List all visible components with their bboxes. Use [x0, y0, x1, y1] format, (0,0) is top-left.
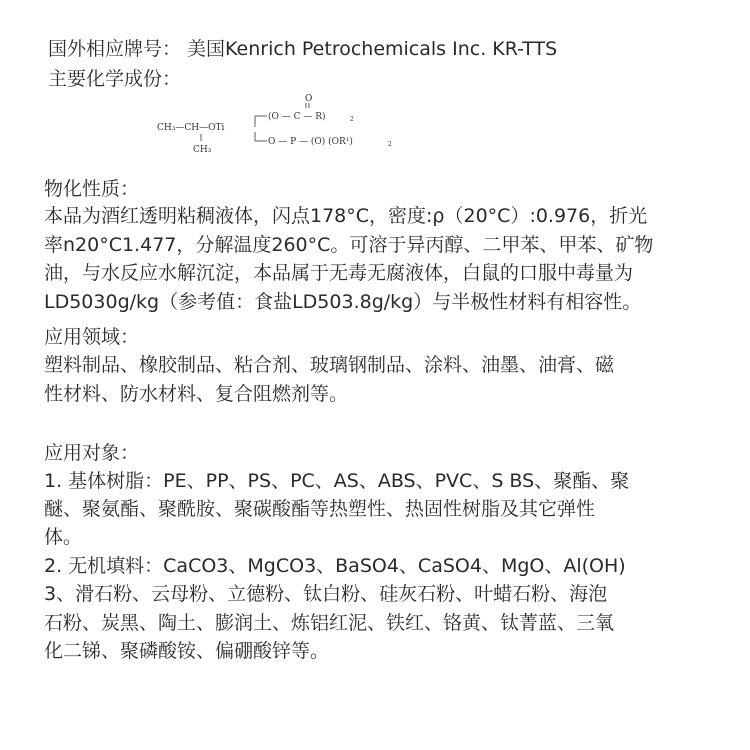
formula-upper-chain: (O — C — R) [268, 112, 326, 122]
objects-line: 1. 基体树脂：PE、PP、PS、PC、AS、ABS、PVC、S BS、聚酯、聚 [44, 470, 630, 492]
formula-upper-subscript: 2 [350, 116, 354, 123]
formula-lower-subscript: 2 [388, 141, 392, 148]
objects-line: 2. 无机填料：CaCO3、MgCO3、BaSO4、CaSO4、MgO、Al(OH) [44, 555, 626, 577]
properties-line: 本品为酒红透明粘稠液体，闪点178°C，密度:ρ（20°C）:0.976，折光 [44, 205, 648, 227]
properties-line: 率n20°C1.477，分解温度260°C。可溶于异丙醇、二甲苯、甲苯、矿物 [44, 234, 654, 256]
objects-line: 体。 [44, 526, 83, 548]
chemical-structure-formula [155, 92, 400, 158]
properties-label: 物化性质： [44, 178, 140, 200]
brand-line: 国外相应牌号： 美国Kenrich Petrochemicals Inc. KR-TTS [48, 38, 558, 60]
objects-label: 应用对象： [44, 442, 140, 464]
objects-line: 化二锑、聚磷酸铵、偏硼酸锌等。 [44, 640, 330, 662]
formula-branch-methyl: CH₃ [193, 145, 212, 155]
properties-line: 油，与水反应水解沉淀，本品属于无毒无腐液体，白鼠的口服中毒量为 [44, 262, 634, 284]
objects-line: 3、滑石粉、云母粉、立德粉、钛白粉、硅灰石粉、叶蜡石粉、海泡 [44, 583, 608, 605]
fields-label: 应用领域： [44, 326, 140, 348]
objects-line: 醚、聚氨酯、聚酰胺、聚碳酸酯等热塑性、热固性树脂及其它弹性 [44, 498, 596, 520]
formula-left-group: CH₃—CH—OTi [157, 123, 225, 133]
objects-line: 石粉、炭黑、陶土、膨润土、炼铝红泥、铁红、铬黄、钛菁蓝、三氧 [44, 612, 615, 634]
formula-carbonyl-o: O [305, 94, 313, 104]
structure-drawing [155, 92, 400, 158]
composition-label: 主要化学成份： [48, 68, 182, 90]
fields-line: 性材料、防水材料、复合阻燃剂等。 [44, 383, 349, 405]
formula-lower-chain: O — P — (O) (OR¹) [268, 137, 353, 147]
fields-line: 塑料制品、橡胶制品、粘合剂、玻璃钢制品、涂料、油墨、油膏、磁 [44, 354, 615, 376]
properties-line: LD5030g/kg（参考值：食盐LD503.8g/kg）与半极性材料有相容性。 [44, 291, 642, 313]
